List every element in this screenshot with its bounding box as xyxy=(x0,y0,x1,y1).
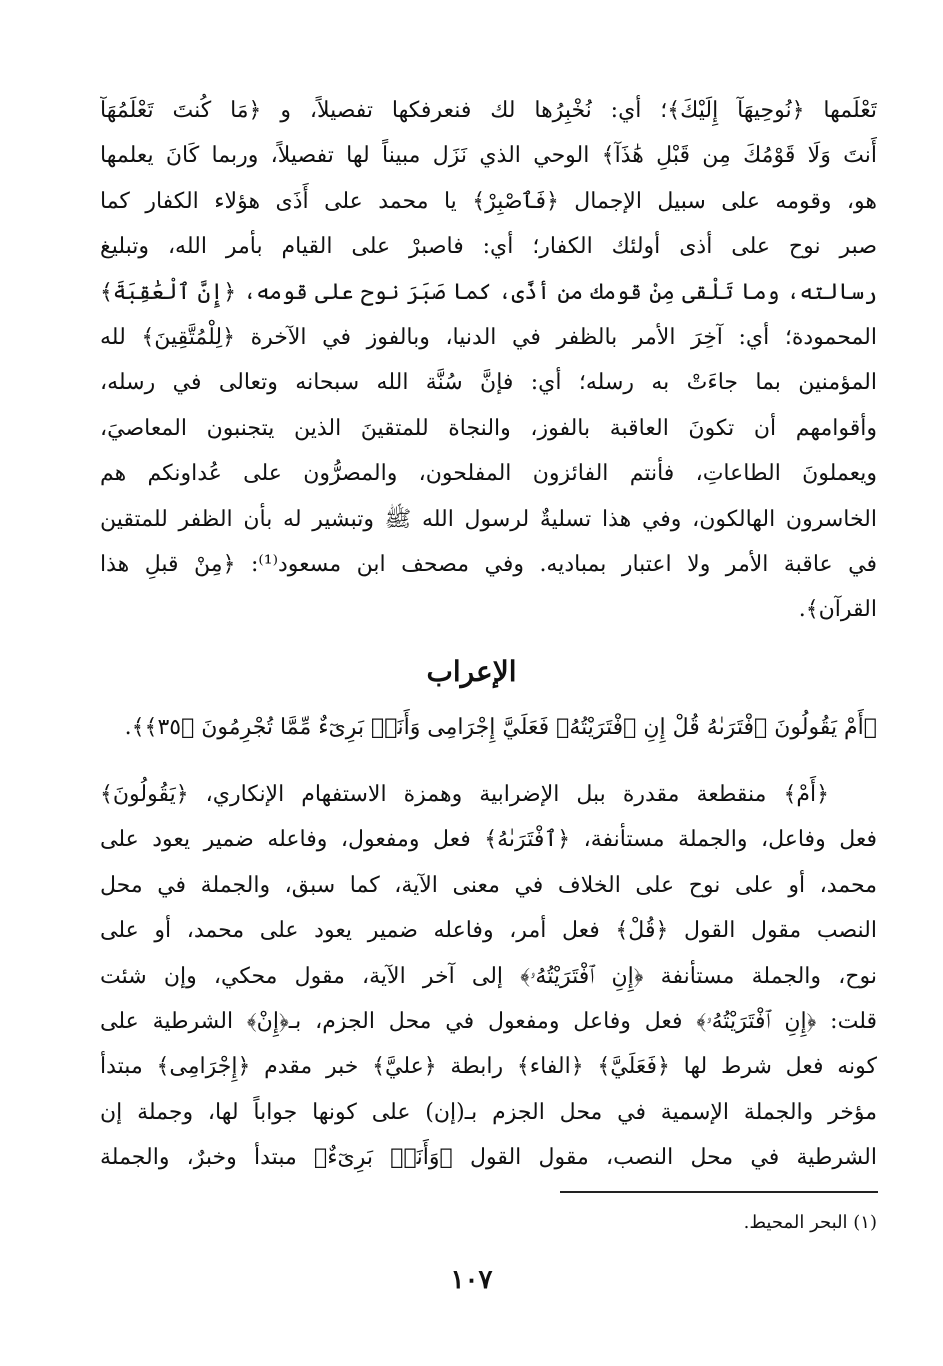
text-line: صبر نوح على أذى أولئك الكفار؛ أي: فاصبرْ على القيام بأمر الله، وتبليغ xyxy=(100,234,877,260)
text-line: ويعملونَ الطاعاتِ، فأنتم الفائزون المفلحون، والمصرُّون على عُداونكم هم xyxy=(100,461,877,487)
section-heading: الإعراب xyxy=(426,655,517,688)
text-line: القرآن﴾. xyxy=(798,597,877,623)
footnote: (١) البحر المحيط. xyxy=(743,1212,877,1233)
text-line: قلت: ﴿إِنِ ٱفْتَرَيْتُهُۥ﴾ فعل وفاعل ومفعول في محل الجزم، بـ﴿إِنْ﴾ الشرطية على xyxy=(100,1009,877,1035)
footnote-divider xyxy=(560,1191,878,1193)
text-line: ﴿أَمْ﴾ منقطعة مقدرة ببل الإضرابية وهمزة الاستفهام الإنكاري، ﴿يَقُولُونَ﴾ xyxy=(100,782,829,807)
text-line: الشرطية في محل النصب، مقول القول ﴿وَأَنَا۠ بَرِىٓءٌ﴾ مبتدأ وخبرٌ، والجملة xyxy=(100,1145,877,1171)
text-line: هو، وقومه على سبيل الإجمال ﴿فَٱصْبِرْ﴾ يا محمد على أَذَى هؤلاء الكفار كما xyxy=(100,188,877,214)
text-line: رسالته، وما تَلْقى مِنْ قومك من أذًى، كما صَبَرَ نوح على قومه، ﴿إِنَّ ٱلْعَٰقِبَةَ﴾ xyxy=(100,279,877,305)
text-line: فعل وفاعل، والجملة مستأنفة، ﴿ٱفْتَرَىٰهُ﴾ فعل ومفعول، وفاعله ضمير يعود على xyxy=(100,827,877,853)
text-line: الخاسرون الهالكون، وفي هذا تسليةٌ لرسول الله ﷺ وتبشير له بأن الظفر للمتقين xyxy=(100,506,877,532)
irab-paragraph xyxy=(100,772,877,1181)
text-line: أَنتَ وَلَا قَوْمُكَ مِن قَبْلِ هَٰذَآ﴾ الوحي الذي نَزَل مبيناً لها تفصيلاً، وربما كَانَ يعلمها xyxy=(100,143,877,169)
text-line: في عاقبة الأمر ولا اعتبار بمباديه. وفي مصحف ابن مسعود⁽¹⁾: ﴿مِنْ قبلِ هذا xyxy=(100,552,877,578)
text-line: وأقوامهم أن تكونَ العاقبة بالفوز، والنجاة للمتقينَ الذين يتجنبون المعاصيَ، xyxy=(100,415,877,441)
text-line: المؤمنين بما جاءَتْ به رسله؛ أي: فإنَّ سُنَّة الله سبحانه وتعالى في رسله، xyxy=(100,370,877,396)
text-line: كونه فعل شرط لها ﴿فَعَلَيَّ﴾ ﴿الفاء﴾ رابطة ﴿عليَّ﴾ خبر مقدم ﴿إِجْرَامِى﴾ مبتدأ xyxy=(100,1054,877,1080)
text-line: مؤخر والجملة الإسمية في محل الجزم بـ(إن) على كونها جواباً لها، وجملة إن xyxy=(100,1099,877,1125)
text-line: نوح، والجملة مستأنفة ﴿إِنِ ٱفْتَرَيْتُهُۥ﴾ إلى آخر الآية، مقول محكي، وإن شئت xyxy=(100,963,877,989)
text-line: محمد، أو على نوح على الخلاف في معنى الآية، كما سبق، والجملة في محل xyxy=(100,872,877,898)
quran-verse: ﴿أَمْ يَقُولُونَ ٱفْتَرَىٰهُ قُلْ إِنِ ٱفْتَرَيْتُهُۥ فَعَلَيَّ إِجْرَامِى وَأَنَا۠ بَرِىٓءٌ مِّمَّا تُجْرِمُونَ ﴿٣٥﴾﴾. xyxy=(124,715,877,740)
text-line: المحمودة؛ أي: آخِرَ الأمر بالظفر في الدنيا، وبالفوز في الآخرة ﴿لِلْمُتَّقِينَ﴾ لله xyxy=(100,325,877,351)
text-line: تَعْلَمها ﴿نُوحِيهَآ إِلَيْكَ﴾؛ أي: نُخْبِرُها لك فنعرفكها تفصيلاً، و ﴿مَا كُنتَ تَعْلَمُهَآ xyxy=(100,98,877,123)
text-line: النصب مقول القول ﴿قُلْ﴾ فعل أمر، وفاعله ضمير يعود على محمد، أو على xyxy=(100,918,877,944)
page-number: ١٠٧ xyxy=(450,1265,493,1295)
tafsir-paragraph xyxy=(100,88,877,633)
